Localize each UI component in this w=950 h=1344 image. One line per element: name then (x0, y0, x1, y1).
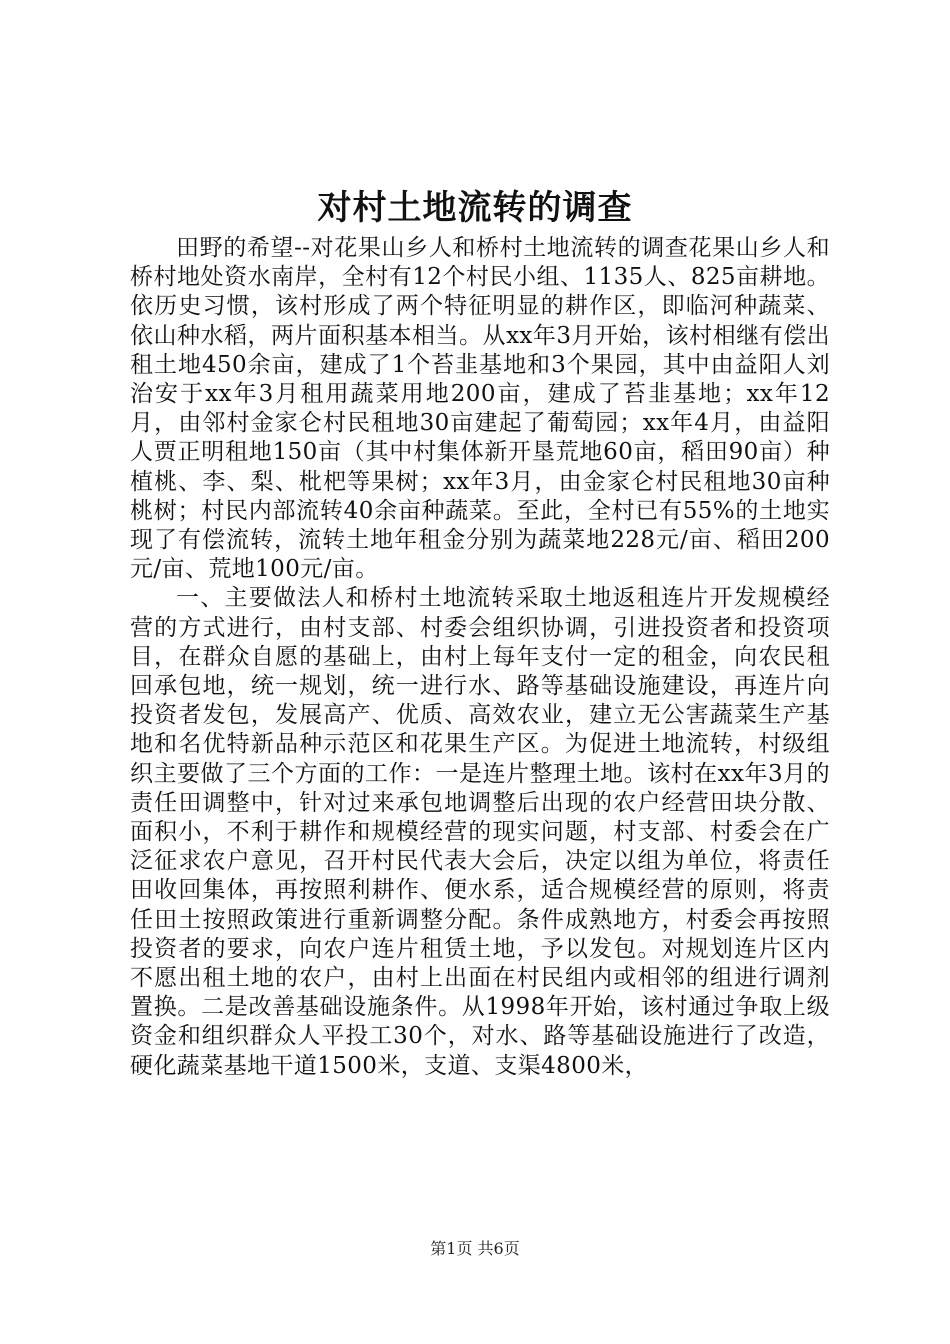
document-title: 对村土地流转的调查 (317, 188, 633, 228)
document-body (130, 234, 830, 1081)
paragraph-intro: 田野的希望--对花果山乡人和桥村土地流转的调查花果山乡人和桥村地处资水南岸，全村有12个村民小组、1135人、825亩耕地。依历史习惯，该村形成了两个特征明显的耕作区，即临河种蔬菜、依山种水稻，两片面积基本相当。从xx年3月开始，该村相继有偿出租土地450余亩，建成了1个苔韭基地和3个果园，其中由益阳人刘治安于xx年3月租用蔬菜用地200亩，建成了苔韭基地；xx年12月，由邻村金家仑村民租地30亩建起了葡萄园；xx年4月，由益阳人贾正明租地150亩（其中村集体新开垦荒地60亩，稻田90亩）种植桃、李、梨、枇杷等果树；xx年3月，由金家仑村民租地30亩种桃树；村民内部流转40余亩种蔬菜。至此，全村已有55%的土地实现了有偿流转，流转土地年租金分别为蔬菜地228元/亩、稻田200元/亩、荒地100元/亩。 (130, 235, 830, 583)
paragraph-main-practices: 一、主要做法人和桥村土地流转采取土地返租连片开发规模经营的方式进行，由村支部、村委会组织协调，引进投资者和投资项目，在群众自愿的基础上，由村上每年支付一定的租金，向农民租回承包地，统一规划，统一进行水、路等基础设施建设，再连片向投资者发包，发展高产、优质、高效农业，建立无公害蔬菜生产基地和名优特新品种示范区和花果生产区。为促进土地流转，村级组织主要做了三个方面的工作：一是连片整理土地。该村在xx年3月的责任田调整中，针对过来承包地调整后出现的农户经营田块分散、面积小，不利于耕作和规模经营的现实问题，村支部、村委会在广泛征求农户意见，召开村民代表大会后，决定以组为单位，将责任田收回集体，再按照利耕作、便水系，适合规模经营的原则，将责任田土按照政策进行重新调整分配。条件成熟地方，村委会再按照投资者的要求，向农户连片租赁土地，予以发包。对规划连片区内不愿出租土地的农户，由村上出面在村民组内或相邻的组进行调剂置换。二是改善基础设施条件。从1998年开始，该村通过争取上级资金和组织群众人平投工30个，对水、路等基础设施进行了改造，硬化蔬菜基地干道1500米，支道、支渠4800米， (130, 585, 830, 1079)
page-footer: 第1页 共6页 (430, 1239, 520, 1258)
